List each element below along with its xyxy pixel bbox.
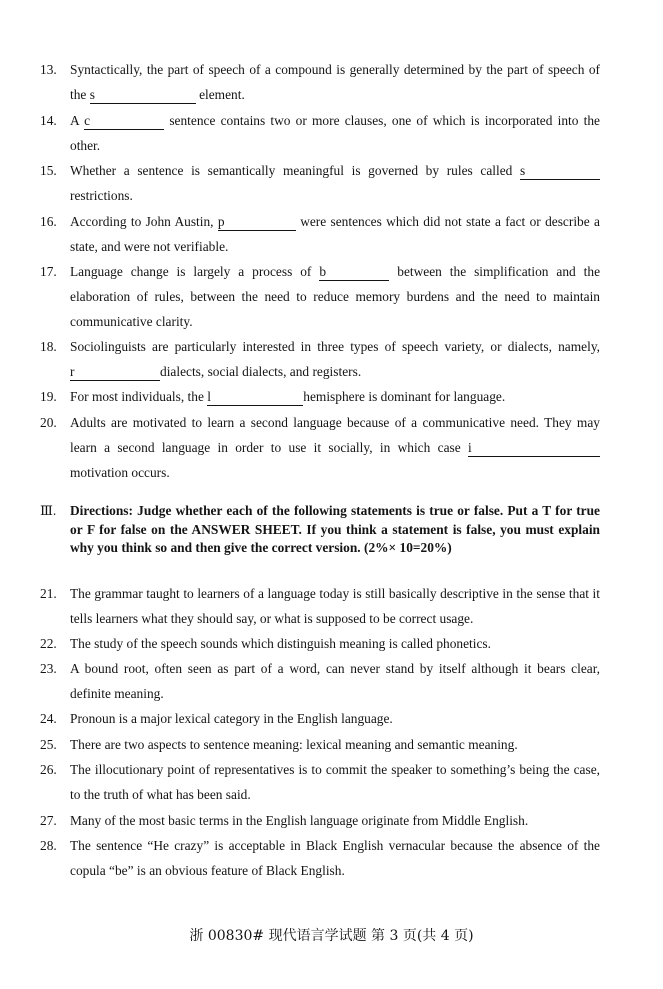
question-number: 27. [40,813,57,828]
question-number: 19. [40,389,57,404]
question-text: Adults are motivated to learn a second language because of a communicative need. They may learn a second language in order to use it socially, in which case [70,415,600,455]
blank-letter: r [70,364,75,379]
answer-blank [468,440,600,457]
blank-letter: l [207,389,212,404]
blank-letter: i [468,440,472,455]
question-number: 28. [40,838,57,853]
question-text: A [70,113,79,128]
question-text: motivation occurs. [70,465,170,480]
blank-letter: s [89,87,95,102]
question-text: According to John Austin, [70,214,214,229]
question-text: between the simplification and the elaboration of rules, between the need to reduce memory burdens and the need to maintain communicative clarity. [70,264,601,329]
question-text: restrictions. [70,188,133,203]
question-text: For most individuals, the [70,389,204,404]
answer-blank [520,163,600,180]
question-22 [40,631,600,656]
question-26 [40,757,600,807]
question-number: 21. [40,586,57,601]
answer-blank [207,389,303,406]
question-27 [40,808,600,833]
question-number: 22. [40,636,57,651]
question-16 [40,209,600,259]
directions-text: Directions: Judge whether each of the following statements is true or false. Put a T for true or F for false on the ANSWER SHEET. If you think a statement is false, you must explain why you think so and then give the correct version. (2%× 10=20%) [70,503,600,555]
question-text: sentence contains two or more clauses, one of which is incorporated into the other. [70,113,600,153]
blank-letter: c [84,113,91,128]
question-number: 25. [40,737,57,752]
question-25 [40,732,600,757]
question-text: Language change is largely a process of [70,264,312,279]
question-21 [40,581,600,631]
answer-blank [218,214,296,231]
question-18 [40,334,600,384]
answer-blank [90,87,196,104]
question-14 [40,108,600,158]
question-text: were sentences which did not state a fact or describe a state, and were not verifiable. [70,214,600,254]
question-number: 16. [40,214,57,229]
question-23 [40,656,600,706]
answer-blank [319,264,389,281]
question-text: The study of the speech sounds which distinguish meaning is called phonetics. [70,636,491,651]
question-number: 17. [40,264,57,279]
blank-letter: s [520,163,526,178]
page-footer: 浙 00830# 现代语言学试题 第 3 页(共 4 页) [189,928,474,944]
blank-letter: p [217,214,225,229]
question-number: 23. [40,661,57,676]
question-13 [40,57,600,107]
question-number: 14. [40,113,57,128]
question-number: 18. [40,339,57,354]
answer-blank [84,113,164,130]
question-number: 13. [40,62,57,77]
question-19 [40,384,600,409]
question-28 [40,833,600,883]
question-17 [40,259,600,334]
question-text: Sociolinguists are particularly interested in three types of speech variety, or dialects, namely, [70,339,600,354]
question-text: The illocutionary point of representatives is to commit the speaker to something’s being the case, to the truth of what has been said. [70,762,600,802]
blank-letter: b [319,264,327,279]
question-text: Pronoun is a major lexical category in the English language. [70,711,393,726]
answer-blank [70,364,160,381]
question-20 [40,410,600,485]
question-text: Whether a sentence is semantically meaningful is governed by rules called [70,163,513,178]
question-text: There are two aspects to sentence meaning: lexical meaning and semantic meaning. [70,737,518,752]
question-text: The sentence “He crazy” is acceptable in Black English vernacular because the absence of the copula “be” is an obvious feature of Black English. [70,838,600,878]
section-numeral: Ⅲ. [40,503,57,518]
question-number: 26. [40,762,57,777]
question-text: Syntactically, the part of speech of a compound is generally determined by the part of speech of the [70,62,600,102]
question-text: The grammar taught to learners of a language today is still basically descriptive in the sense that it tells learners what they should say, or what is supposed to be correct usage. [70,586,600,626]
question-text: A bound root, often seen as part of a word, can never stand by itself although it bears clear, definite meaning. [70,661,600,701]
section-three-directions [40,502,600,558]
question-number: 24. [40,711,57,726]
question-text: dialects, social dialects, and registers. [160,364,362,379]
question-24 [40,706,600,731]
question-text: Many of the most basic terms in the English language originate from Middle English. [70,813,529,828]
question-number: 20. [40,415,57,430]
question-text: hemisphere is dominant for language. [303,389,506,404]
question-15 [40,158,600,208]
question-number: 15. [40,163,57,178]
question-text: element. [199,87,245,102]
